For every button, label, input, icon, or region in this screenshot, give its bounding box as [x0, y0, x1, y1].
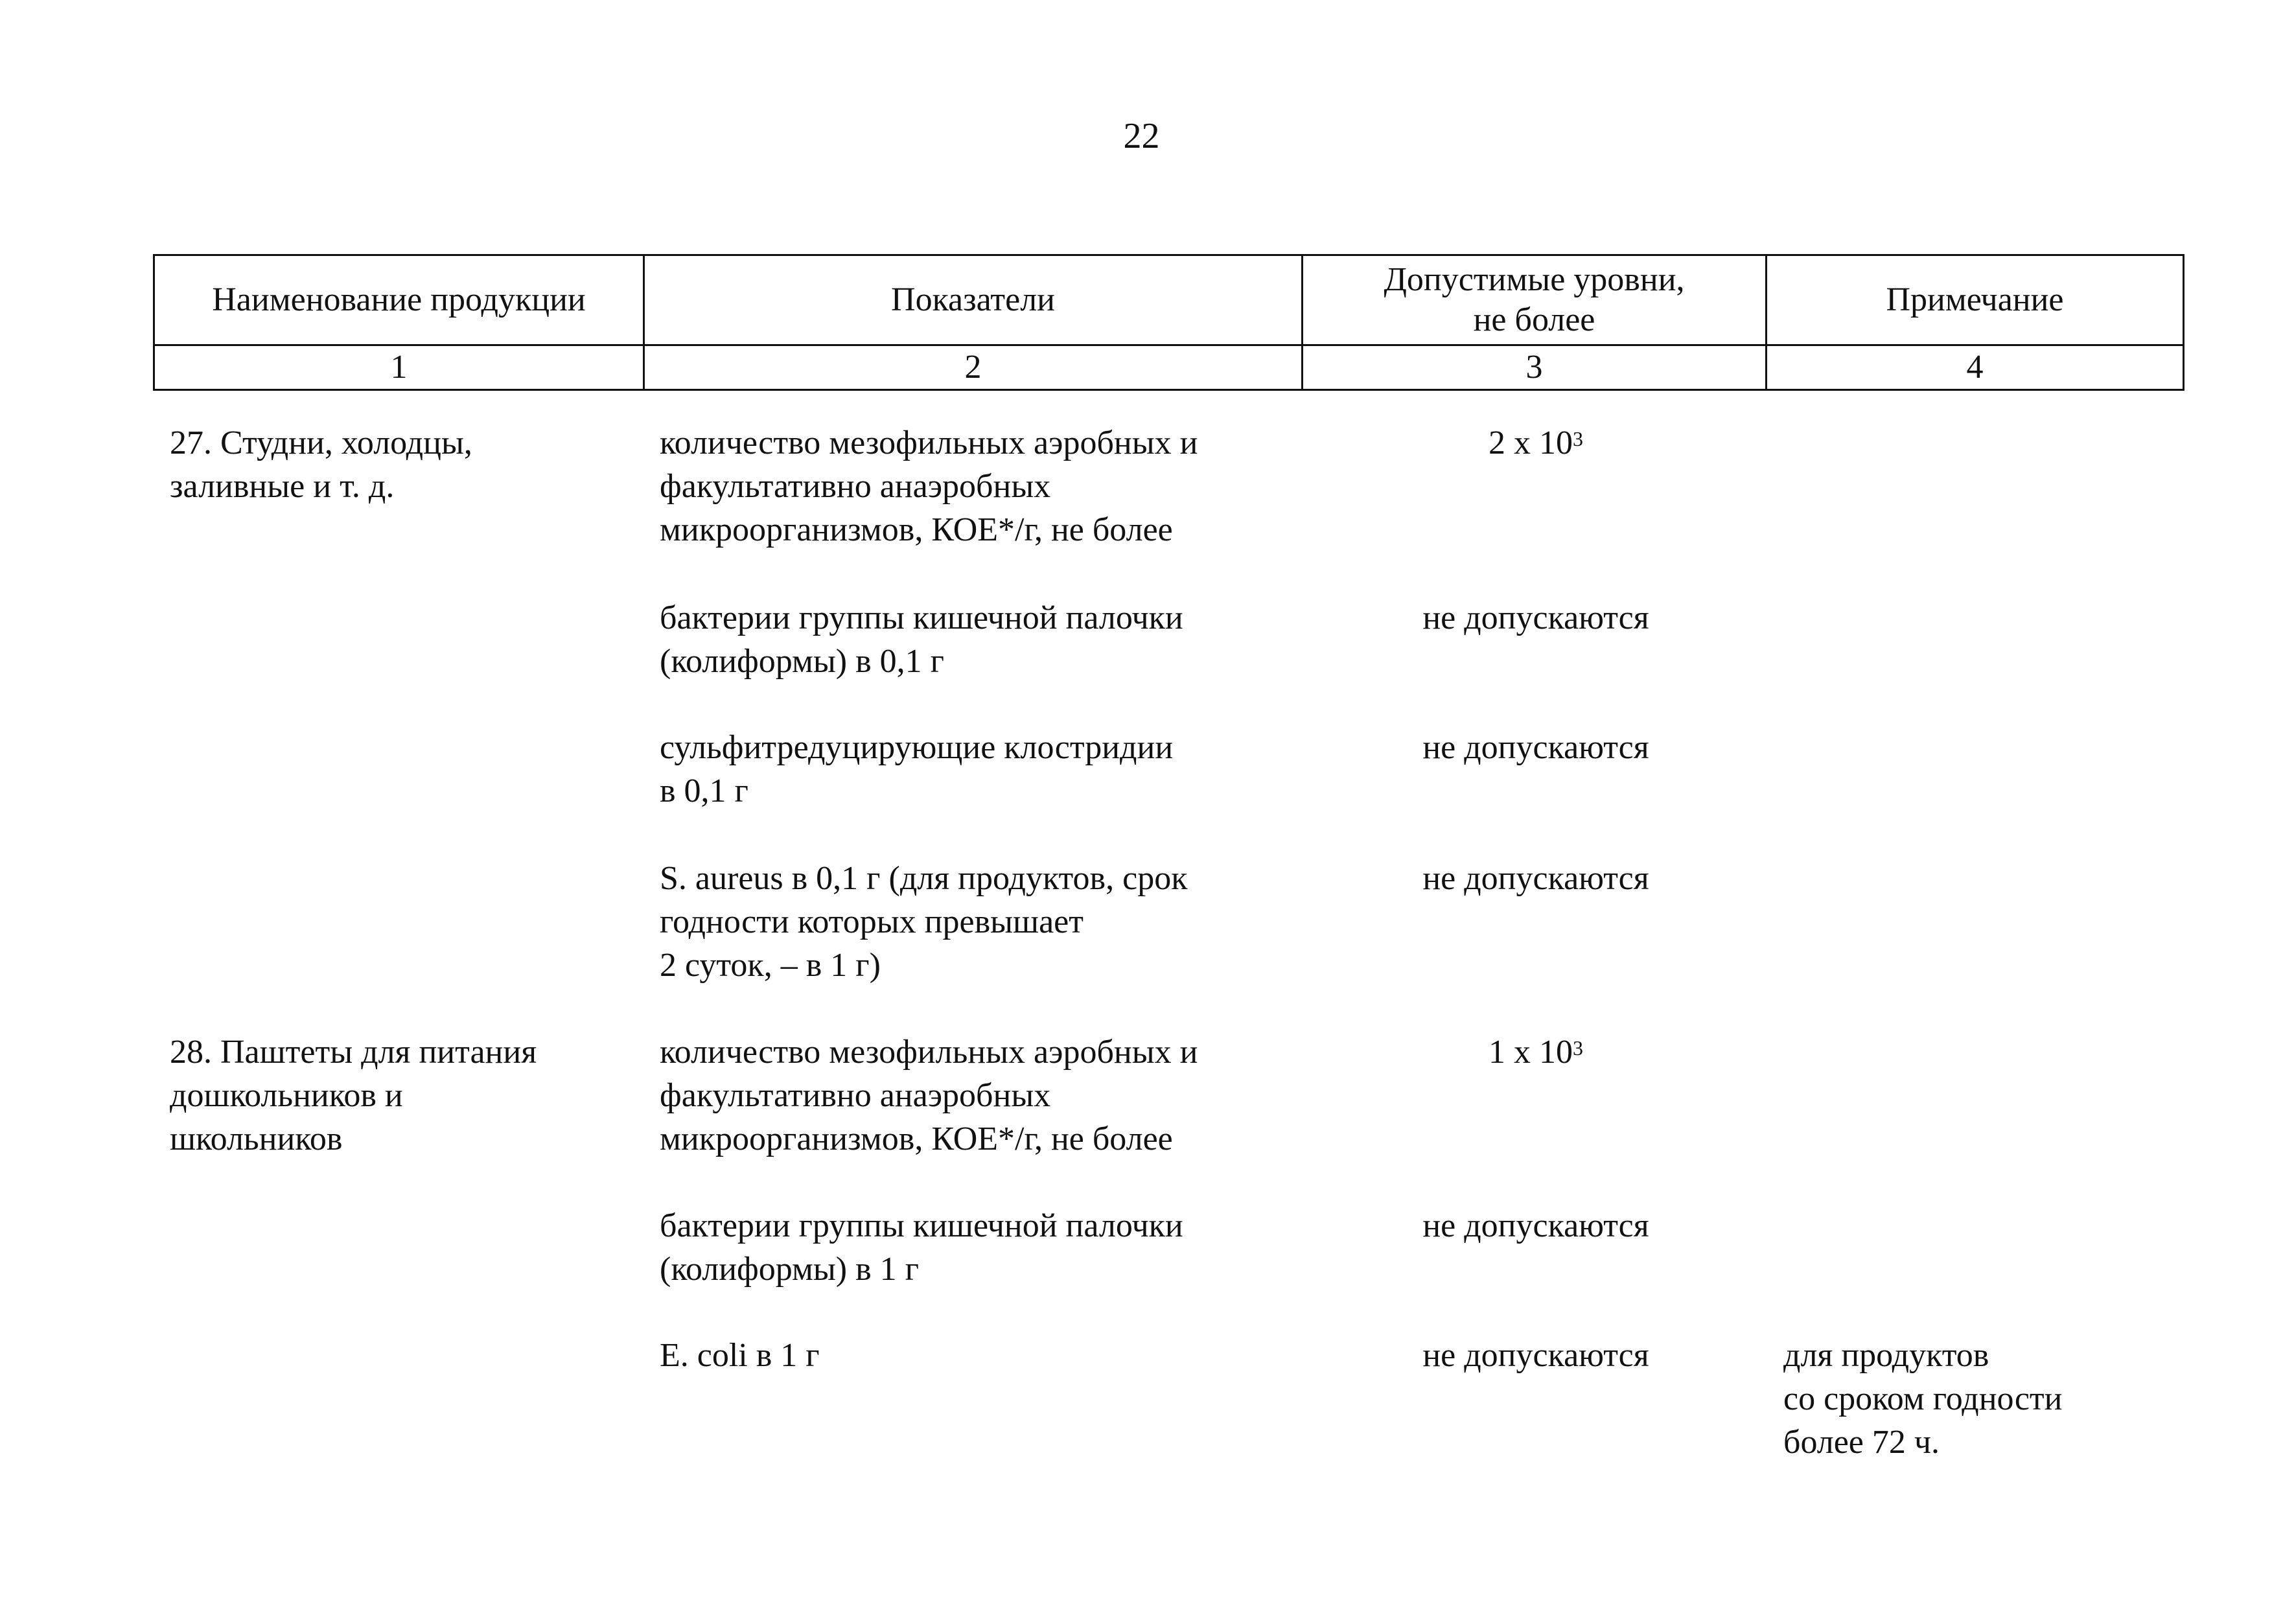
permissible-level: не допускаются [1422, 1207, 1649, 1244]
permissible-level [1303, 421, 1769, 465]
permissible-level [1303, 1030, 1769, 1074]
page-number: 22 [1123, 116, 1160, 156]
column-number: 4 [1767, 345, 2184, 390]
column-header-permissible-levels: Допустимые уровни, не более [1303, 255, 1767, 345]
column-number: 2 [644, 345, 1303, 390]
table-header [153, 254, 2184, 391]
column-number: 3 [1303, 345, 1767, 390]
level-base: 1 x 10 [1489, 1034, 1573, 1071]
level-base: 2 x 10 [1489, 424, 1573, 461]
column-number-row [154, 345, 2184, 390]
header-row [154, 255, 2184, 345]
permissible-level: не допускаются [1422, 599, 1649, 636]
indicator-text: количество мезофильных аэробных и факультативно анаэробных микроорганизмов, КОЕ*/г, не более [660, 424, 1198, 548]
column-header-product-name: Наименование продукции [154, 255, 644, 345]
permissible-level: не допускаются [1422, 860, 1649, 897]
note-text: для продуктов со сроком годности более 72 ч. [1783, 1337, 2063, 1461]
level-exponent: 3 [1573, 427, 1583, 450]
column-header-note: Примечание [1767, 255, 2184, 345]
column-header-indicators: Показатели [644, 255, 1303, 345]
indicator-text: бактерии группы кишечной палочки (колиформы) в 1 г [660, 1207, 1183, 1288]
indicator-text: количество мезофильных аэробных и факультативно анаэробных микроорганизмов, КОЕ*/г, не более [660, 1034, 1198, 1157]
level-exponent: 3 [1573, 1036, 1583, 1060]
product-name: 28. Паштеты для питания дошкольников и школьников [170, 1034, 537, 1157]
column-number: 1 [154, 345, 644, 390]
permissible-level: не допускаются [1422, 729, 1649, 766]
indicator-text: S. aureus в 0,1 г (для продуктов, срок годности которых превышает 2 суток, – в 1 г) [660, 860, 1188, 984]
indicator-text: E. coli в 1 г [660, 1337, 820, 1374]
product-name: 27. Студни, холодцы, заливные и т. д. [170, 424, 472, 505]
indicator-text: сульфитредуцирующие клостридии в 0,1 г [660, 729, 1174, 809]
indicator-text: бактерии группы кишечной палочки (колиформы) в 0,1 г [660, 599, 1183, 680]
permissible-level: не допускаются [1422, 1337, 1649, 1374]
